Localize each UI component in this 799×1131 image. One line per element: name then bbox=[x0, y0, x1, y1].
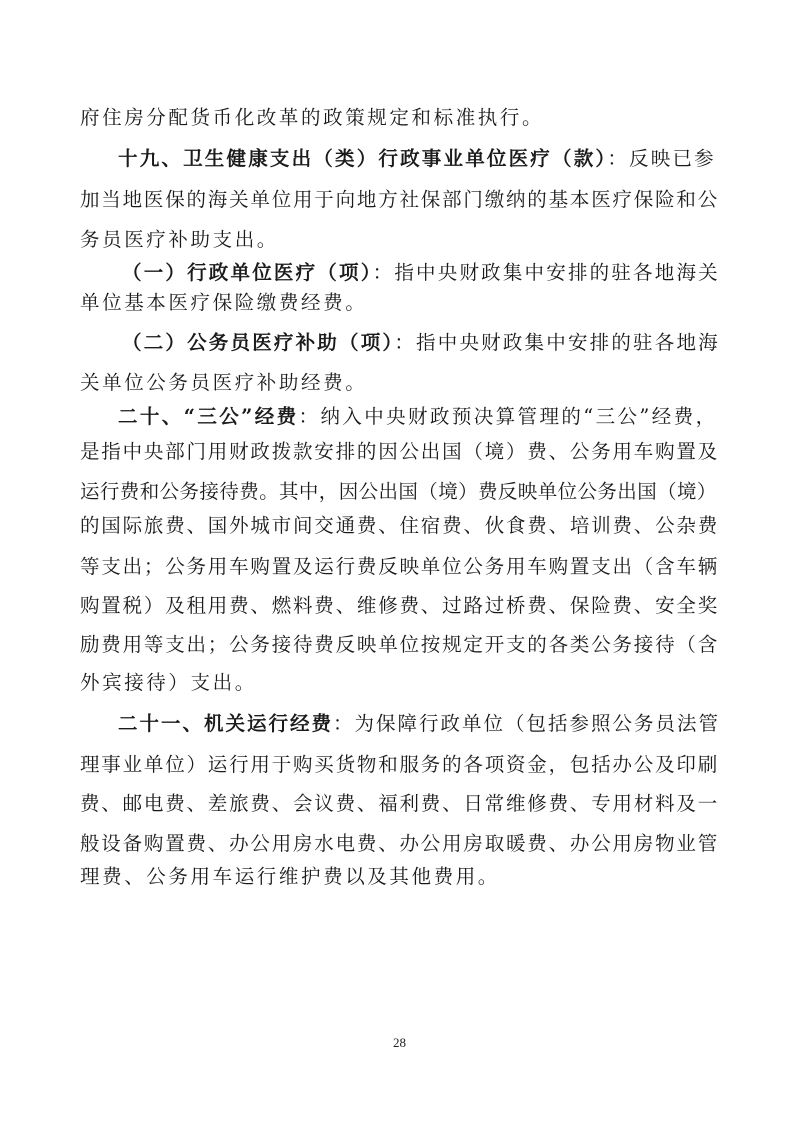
text-line bbox=[80, 831, 720, 857]
line-text: ：指中央财政集中安排的驻各地海 bbox=[394, 331, 720, 354]
section-21-first-line bbox=[118, 711, 720, 737]
text-line bbox=[80, 105, 720, 131]
text-line bbox=[80, 370, 720, 396]
text-line bbox=[80, 479, 720, 505]
text-line bbox=[80, 791, 720, 817]
text-line bbox=[80, 670, 720, 696]
text-line bbox=[80, 554, 720, 580]
section-19-first-line bbox=[118, 146, 720, 172]
text-line bbox=[80, 752, 720, 778]
line-text: 费、邮电费、差旅费、会议费、福利费、日常维修费、专用材料及一 bbox=[80, 792, 720, 815]
line-text: 般设备购置费、办公用房水电费、办公用房取暖费、办公用房物业管 bbox=[80, 832, 720, 855]
text-line bbox=[80, 632, 720, 658]
section-19-1-heading: （一）行政单位医疗（项） bbox=[122, 261, 373, 284]
text-line bbox=[80, 593, 720, 619]
section-21-heading: 二十一、机关运行经费 bbox=[118, 712, 334, 735]
line-text: 外宾接待）支出。 bbox=[80, 671, 257, 694]
text-line bbox=[80, 864, 720, 890]
line-text: 等支出；公务用车购置及运行费反映单位公务用车购置支出（含车辆 bbox=[80, 555, 720, 578]
line-text: 理事业单位）运行用于购买货物和服务的各项资金，包括办公及印刷 bbox=[80, 753, 720, 776]
section-19-1-first-line bbox=[122, 260, 720, 286]
line-text: ：反映已参 bbox=[607, 147, 716, 170]
section-20-heading: 二十、“三公”经费 bbox=[118, 405, 299, 428]
line-text: 理费、公务用车运行维护费以及其他费用。 bbox=[80, 865, 500, 888]
section-20-first-line bbox=[118, 404, 720, 430]
line-text: ：指中央财政集中安排的驻各地海关 bbox=[372, 261, 720, 284]
line-text: 的国际旅费、国外城市间交通费、住宿费、伙食费、培训费、公杂费 bbox=[80, 514, 720, 537]
line-text: 府住房分配货币化改革的政策规定和标准执行。 bbox=[80, 106, 545, 129]
line-text: 关单位公务员医疗补助经费。 bbox=[80, 371, 368, 394]
section-19-2-heading: （二）公务员医疗补助（项） bbox=[122, 331, 395, 354]
line-text: 加当地医保的海关单位用于向地方社保部门缴纳的基本医疗保险和公 bbox=[80, 188, 720, 211]
line-text: ：纳入中央财政预决算管理的“三公”经费， bbox=[298, 405, 718, 428]
text-line bbox=[80, 439, 720, 465]
line-text: 运行费和公务接待费。其中，因公出国（境）费反映单位公务出国（境） bbox=[80, 480, 717, 503]
page-number: 28 bbox=[393, 1035, 406, 1050]
text-line bbox=[80, 290, 720, 316]
section-19-heading: 十九、卫生健康支出（类）行政事业单位医疗（款） bbox=[118, 147, 608, 170]
text-line bbox=[80, 227, 720, 253]
line-text: 务员医疗补助支出。 bbox=[80, 228, 279, 251]
text-line bbox=[80, 187, 720, 213]
text-line bbox=[80, 513, 720, 539]
line-text: ：为保障行政单位（包括参照公务员法管 bbox=[333, 712, 721, 735]
line-text: 是指中央部门用财政拨款安排的因公出国（境）费、公务用车购置及 bbox=[80, 440, 720, 463]
line-text: 购置税）及租用费、燃料费、维修费、过路过桥费、保险费、安全奖 bbox=[80, 594, 720, 617]
section-19-2-first-line bbox=[122, 330, 720, 356]
line-text: 单位基本医疗保险缴费经费。 bbox=[80, 291, 368, 314]
line-text: 励费用等支出；公务接待费反映单位按规定开支的各类公务接待（含 bbox=[80, 633, 720, 656]
